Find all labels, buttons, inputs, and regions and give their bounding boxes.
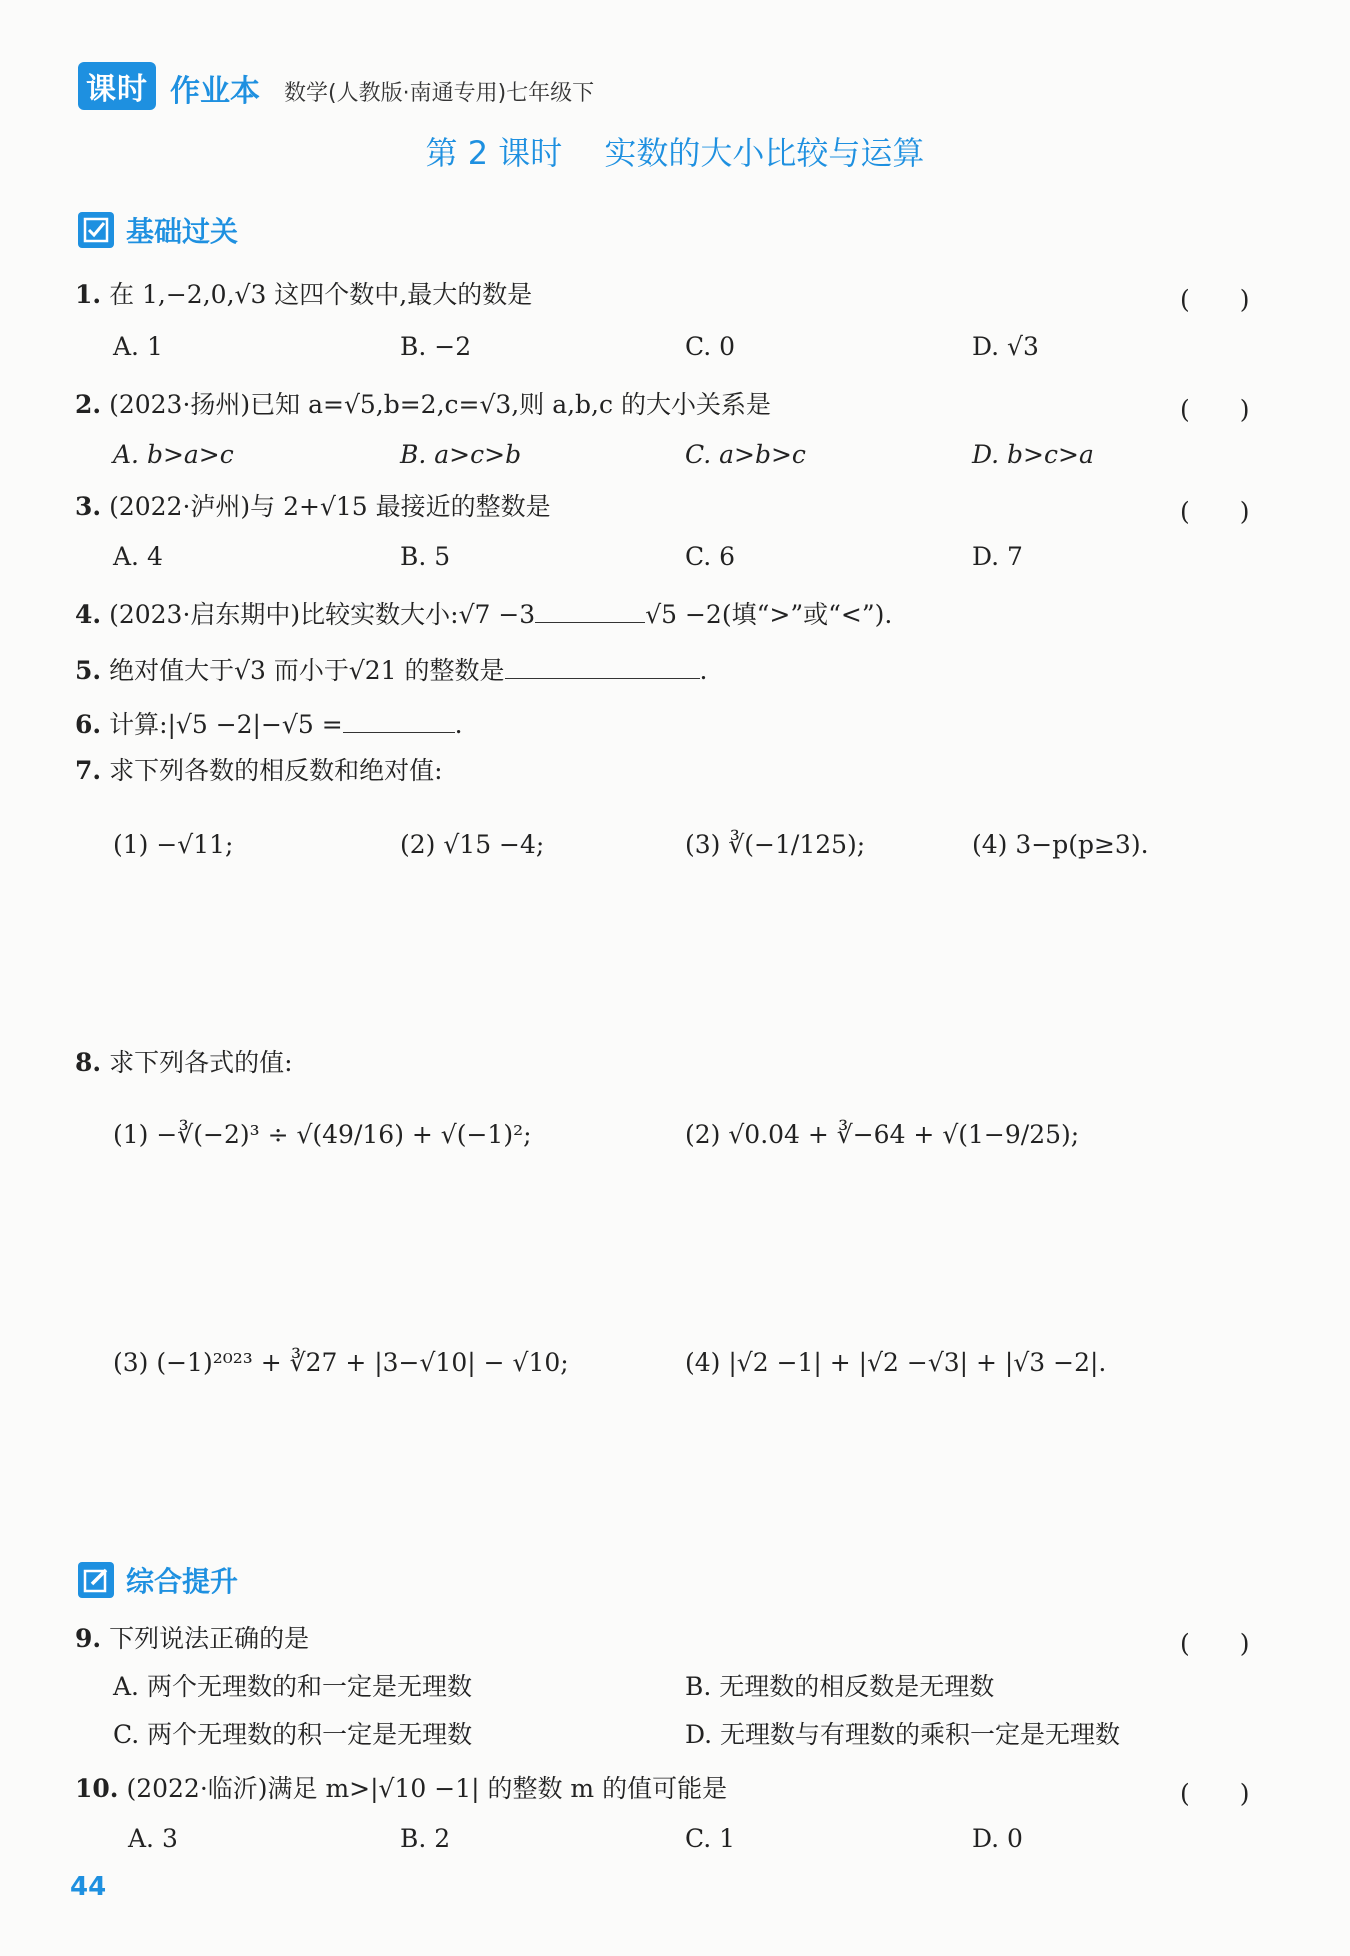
question-3 [75, 490, 551, 524]
checkbox-icon [78, 212, 114, 248]
question-number: 7. [75, 756, 102, 785]
answer-parens: ( ) [1180, 395, 1250, 424]
answer-blank[interactable] [343, 706, 455, 733]
sub-question-1: (1) −√11; [113, 830, 234, 859]
option-a: A. 4 [113, 542, 163, 571]
answer-parens: ( ) [1180, 285, 1250, 314]
option-c: C. 0 [685, 332, 736, 361]
question-number: 1. [75, 280, 102, 309]
sub-question-2: (2) √0.04 + ∛−64 + √(1−9/25); [685, 1120, 1080, 1149]
question-6 [75, 706, 463, 742]
question-number: 5. [75, 656, 102, 685]
option-b: B. −2 [400, 332, 472, 361]
section-title: 基础过关 [126, 215, 239, 248]
option-a: A. 两个无理数的和一定是无理数 [113, 1672, 472, 1701]
answer-parens: ( ) [1180, 1779, 1250, 1808]
option-b: B. 5 [400, 542, 451, 571]
question-text: . [699, 656, 708, 685]
question-text: 求下列各数的相反数和绝对值: [109, 756, 443, 785]
option-a: A. 1 [113, 332, 163, 361]
question-number: 9. [75, 1624, 102, 1653]
option-a: A. 3 [128, 1824, 178, 1853]
question-number: 2. [75, 390, 102, 419]
section-advanced [78, 1560, 238, 1600]
question-text: 在 1,−2,0,√3 这四个数中,最大的数是 [109, 280, 533, 309]
option-c: C. 6 [685, 542, 736, 571]
book-header [78, 62, 594, 110]
option-c: C. a>b>c [685, 440, 806, 469]
question-1 [75, 278, 532, 312]
question-text: (2022·临沂)满足 m>|√10 −1| 的整数 m 的值可能是 [126, 1774, 728, 1803]
option-d: D. 7 [972, 542, 1023, 571]
option-b: B. 无理数的相反数是无理数 [685, 1672, 995, 1701]
option-c: C. 1 [685, 1824, 736, 1853]
option-d: D. 无理数与有理数的乘积一定是无理数 [685, 1720, 1121, 1749]
option-a: A. b>a>c [113, 440, 234, 469]
pencil-note-icon [78, 1562, 114, 1598]
option-b: B. 2 [400, 1824, 451, 1853]
sub-question-1: (1) −∛(−2)³ ÷ √(49/16) + √(−1)²; [113, 1120, 532, 1149]
question-number: 3. [75, 492, 102, 521]
question-7 [75, 754, 443, 788]
question-8 [75, 1046, 293, 1080]
question-text: 绝对值大于√3 而小于√21 的整数是 [109, 656, 505, 685]
question-text: (2022·泸州)与 2+√15 最接近的整数是 [109, 492, 551, 521]
answer-parens: ( ) [1180, 1629, 1250, 1658]
question-number: 8. [75, 1048, 102, 1077]
question-number: 4. [75, 600, 102, 629]
option-c: C. 两个无理数的积一定是无理数 [113, 1720, 473, 1749]
lesson-title: 第 2 课时 实数的大小比较与运算 [425, 134, 925, 172]
question-4 [75, 596, 892, 632]
question-2 [75, 388, 771, 422]
brand-logo: 课时 [78, 62, 156, 110]
option-d: D. 0 [972, 1824, 1023, 1853]
sub-question-2: (2) √15 −4; [400, 830, 545, 859]
sub-question-4: (4) 3−p(p≥3). [972, 830, 1149, 859]
question-5 [75, 652, 708, 688]
subject-line: 数学(人教版·南通专用)七年级下 [284, 81, 595, 106]
question-number: 10. [75, 1774, 119, 1803]
brand-name: 作业本 [170, 74, 260, 109]
question-text: 计算:|√5 −2|−√5 = [109, 710, 343, 739]
page-number: 44 [70, 1872, 107, 1902]
question-text: 求下列各式的值: [109, 1048, 293, 1077]
sub-question-3: (3) (−1)²⁰²³ + ∛27 + |3−√10| − √10; [113, 1348, 569, 1377]
sub-question-3: (3) ∛(−1/125); [685, 830, 866, 859]
question-10 [75, 1772, 727, 1806]
option-d: D. √3 [972, 332, 1039, 361]
option-d: D. b>c>a [972, 440, 1094, 469]
answer-blank[interactable] [505, 652, 700, 679]
question-9 [75, 1622, 309, 1656]
question-number: 6. [75, 710, 102, 739]
answer-parens: ( ) [1180, 497, 1250, 526]
section-basic [78, 210, 238, 250]
option-b: B. a>c>b [400, 440, 522, 469]
question-text: (2023·启东期中)比较实数大小:√7 −3 [109, 600, 536, 629]
question-text: . [454, 710, 463, 739]
section-title: 综合提升 [126, 1565, 239, 1598]
question-text: 下列说法正确的是 [109, 1624, 310, 1653]
sub-question-4: (4) |√2 −1| + |√2 −√3| + |√3 −2|. [685, 1348, 1107, 1377]
question-text: (2023·扬州)已知 a=√5,b=2,c=√3,则 a,b,c 的大小关系是 [109, 390, 771, 419]
answer-blank[interactable] [535, 596, 645, 623]
question-text: √5 −2(填“>”或“<”). [645, 600, 893, 629]
